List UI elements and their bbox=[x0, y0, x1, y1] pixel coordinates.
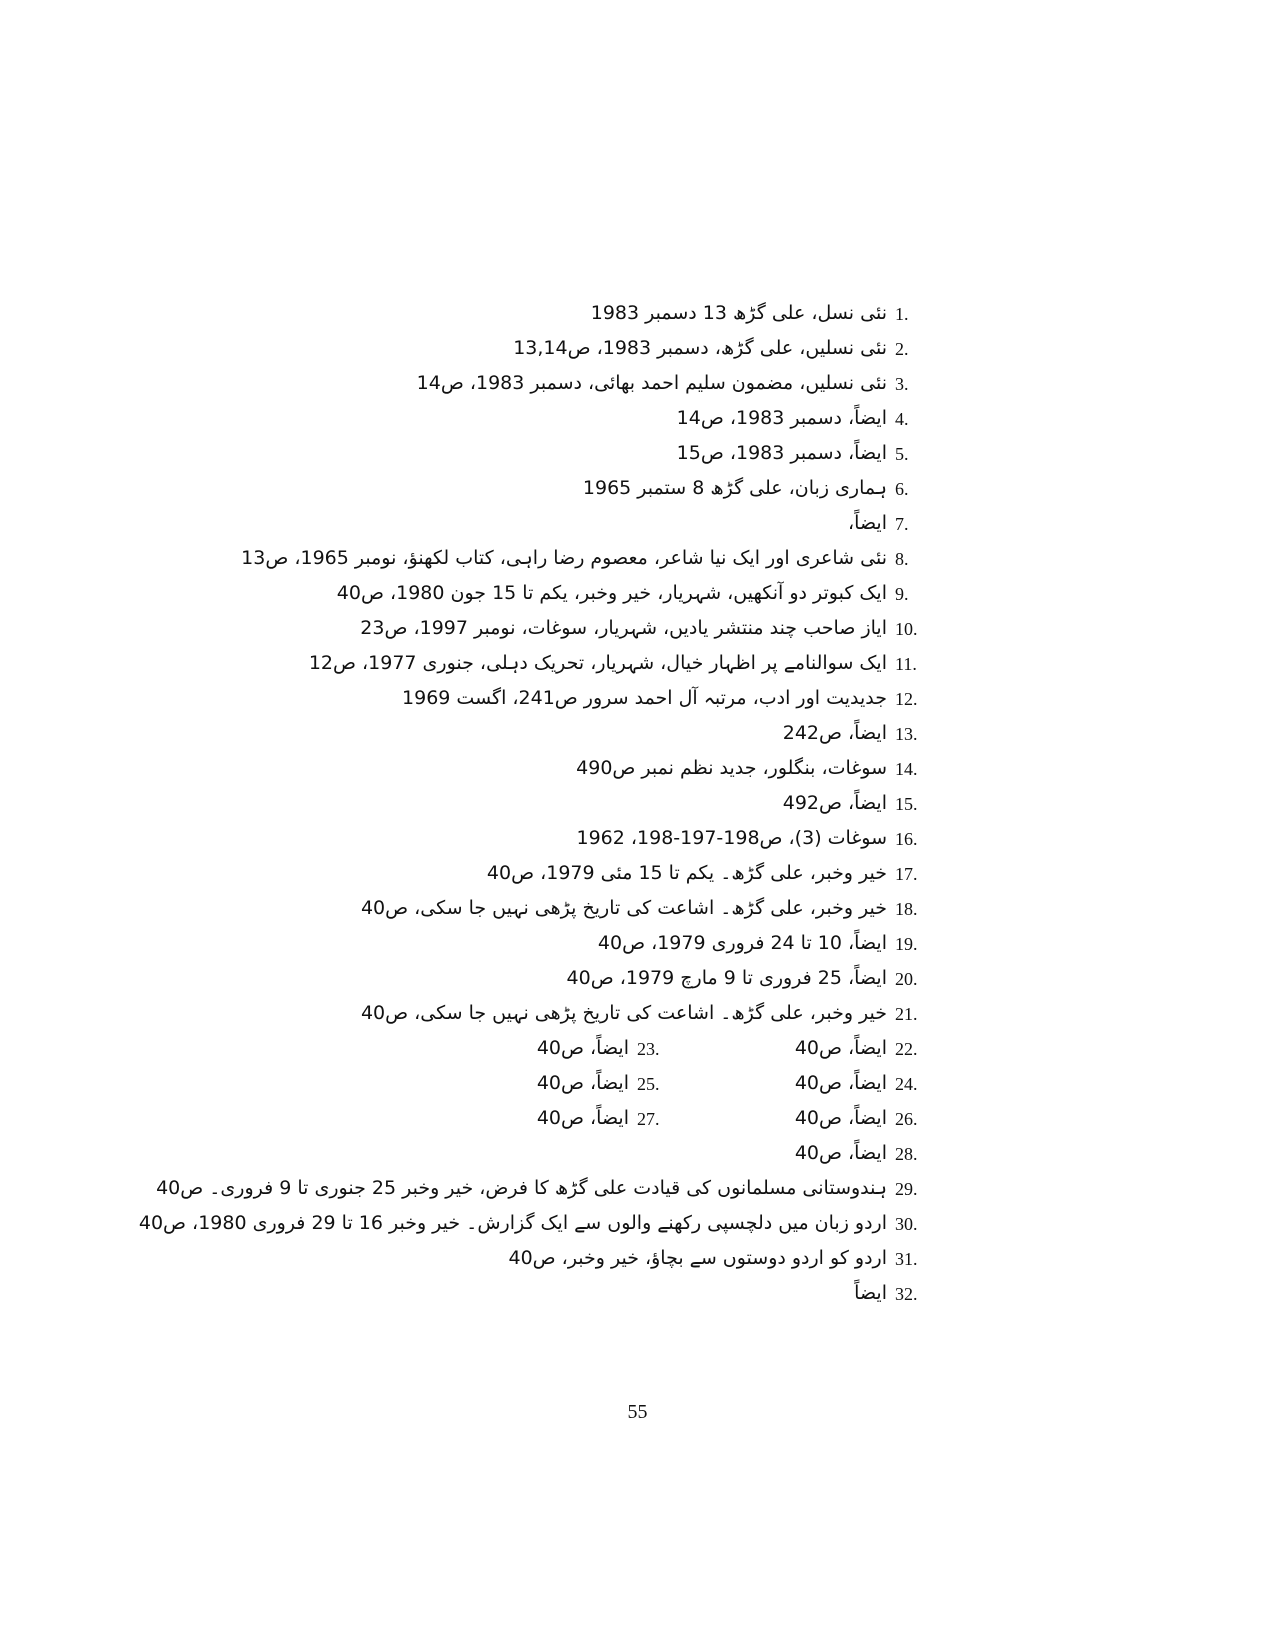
footnote-item bbox=[315, 510, 935, 545]
footnote-number: 28. bbox=[895, 1144, 918, 1164]
footnote-item bbox=[315, 755, 935, 790]
footnote-text: سوغات (3)، ص198-197-198، 1962 bbox=[576, 827, 887, 849]
footnote-item bbox=[315, 930, 935, 965]
footnote-number: 31. bbox=[895, 1249, 918, 1269]
footnote-number: 4. bbox=[895, 409, 909, 429]
footnote-text: خیر وخبر، علی گڑھ۔ اشاعت کی تاریخ پڑھی نہیں جا سکی، ص40 bbox=[360, 1002, 887, 1024]
footnote-item bbox=[315, 895, 935, 930]
footnote-item bbox=[315, 300, 935, 335]
footnote-text: ایضاً، ص40 bbox=[536, 1072, 629, 1094]
footnote-text: ایضاً، ص40 bbox=[794, 1142, 887, 1164]
footnote-item bbox=[315, 1070, 935, 1105]
footnote-number: 13. bbox=[895, 724, 918, 744]
footnote-item bbox=[241, 545, 935, 580]
footnote-item bbox=[315, 825, 935, 860]
footnote-text: ایضاً، 25 فروری تا 9 مارچ 1979، ص40 bbox=[566, 967, 887, 989]
footnote-text: سوغات، بنگلور، جدید نظم نمبر ص490 bbox=[576, 757, 887, 779]
footnote-text: ایضاً، ص242 bbox=[782, 722, 887, 744]
footnote-text: ایضاً، ص492 bbox=[782, 792, 887, 814]
footnote-number: 9. bbox=[895, 584, 909, 604]
footnote-item bbox=[315, 405, 935, 440]
footnote-number: 11. bbox=[895, 654, 917, 674]
footnote-number: 21. bbox=[895, 1004, 918, 1024]
footnote-number: 22. bbox=[895, 1039, 918, 1059]
footnote-text: ایضاً bbox=[854, 1282, 887, 1304]
footnote-number: 30. bbox=[895, 1214, 918, 1234]
footnote-item bbox=[315, 790, 935, 825]
footnote-number: 26. bbox=[895, 1109, 918, 1129]
footnote-item bbox=[315, 580, 935, 615]
footnote-number: 6. bbox=[895, 479, 909, 499]
footnote-text: جدیدیت اور ادب، مرتبہ آل احمد سرور ص241، اگست 1969 bbox=[402, 687, 887, 709]
footnote-number: 5. bbox=[895, 444, 909, 464]
footnote-item-secondary bbox=[397, 1035, 677, 1070]
footnote-text: ایضاً، bbox=[848, 512, 887, 534]
footnote-text: نئی نسل، علی گڑھ 13 دسمبر 1983 bbox=[590, 302, 887, 324]
footnote-item bbox=[315, 1245, 935, 1280]
footnote-number: 27. bbox=[637, 1109, 660, 1129]
footnote-text: ایضاً، ص40 bbox=[536, 1107, 629, 1129]
footnote-text: ایضاً، ص40 bbox=[536, 1037, 629, 1059]
footnote-text: ہندوستانی مسلمانوں کی قیادت علی گڑھ کا فرض، خیر وخبر 25 جنوری تا 9 فروری۔ ص40 bbox=[156, 1177, 887, 1199]
footnote-text: نئی شاعری اور ایک نیا شاعر، معصوم رضا راہی، کتاب لکھنؤ، نومبر 1965، ص13 bbox=[241, 547, 887, 569]
footnote-number: 18. bbox=[895, 899, 918, 919]
footnote-number: 20. bbox=[895, 969, 918, 989]
footnote-text: خیر وخبر، علی گڑھ۔ یکم تا 15 مئی 1979، ص40 bbox=[486, 862, 887, 884]
footnote-text: نئی نسلیں، علی گڑھ، دسمبر 1983، ص13,14 bbox=[513, 337, 887, 359]
footnote-item bbox=[315, 370, 935, 405]
footnote-number: 24. bbox=[895, 1074, 918, 1094]
footnote-item bbox=[308, 650, 935, 685]
footnote-number: 25. bbox=[637, 1074, 660, 1094]
footnote-item bbox=[315, 1000, 935, 1035]
footnote-item bbox=[315, 475, 935, 510]
footnote-number: 14. bbox=[895, 759, 918, 779]
footnote-text: ایضاً، دسمبر 1983، ص15 bbox=[676, 442, 887, 464]
footnote-text: نئی نسلیں، مضمون سلیم احمد بھائی، دسمبر 1983، ص14 bbox=[416, 372, 887, 394]
footnote-number: 12. bbox=[895, 689, 918, 709]
footnote-number: 2. bbox=[895, 339, 909, 359]
footnote-number: 1. bbox=[895, 304, 909, 324]
footnote-item bbox=[315, 1105, 935, 1140]
footnote-item bbox=[315, 965, 935, 1000]
footnote-text: اردو زبان میں دلچسپی رکھنے والوں سے ایک گزارش۔ خیر وخبر 16 تا 29 فروری 1980، ص40 bbox=[138, 1212, 887, 1234]
footnote-number: 19. bbox=[895, 934, 918, 954]
footnote-item bbox=[315, 860, 935, 895]
footnote-number: 3. bbox=[895, 374, 909, 394]
footnote-item bbox=[315, 685, 935, 720]
footnote-text: ایک کبوتر دو آنکھیں، شہریار، خیر وخبر، یکم تا 15 جون 1980، ص40 bbox=[336, 582, 887, 604]
footnote-item bbox=[315, 720, 935, 755]
footnote-text: اردو کو اردو دوستوں سے بچاؤ، خیر وخبر، ص40 bbox=[508, 1247, 887, 1269]
footnote-item bbox=[315, 440, 935, 475]
footnote-list bbox=[138, 300, 935, 1315]
footnote-number: 16. bbox=[895, 829, 918, 849]
footnote-item bbox=[315, 1140, 935, 1175]
page-number: 55 bbox=[627, 1401, 648, 1423]
footnote-text: ایضاً، 10 تا 24 فروری 1979، ص40 bbox=[597, 932, 887, 954]
footnote-number: 17. bbox=[895, 864, 918, 884]
footnote-number: 29. bbox=[895, 1179, 918, 1199]
footnote-number: 15. bbox=[895, 794, 918, 814]
footnote-item-secondary bbox=[397, 1105, 677, 1140]
footnote-item bbox=[315, 1280, 935, 1315]
footnote-item bbox=[315, 615, 935, 650]
footnote-text: ایاز صاحب چند منتشر یادیں، شہریار، سوغات، نومبر 1997، ص23 bbox=[360, 617, 887, 639]
footnote-text: ہماری زبان، علی گڑھ 8 ستمبر 1965 bbox=[582, 477, 887, 499]
footnote-item bbox=[138, 1210, 935, 1245]
footnote-number: 32. bbox=[895, 1284, 918, 1304]
footnote-item bbox=[156, 1175, 935, 1210]
footnote-number: 7. bbox=[895, 514, 909, 534]
footnote-text: ایک سوالنامے پر اظہار خیال، شہریار، تحریک دہلی، جنوری 1977، ص12 bbox=[308, 652, 887, 674]
footnote-text: ایضاً، ص40 bbox=[794, 1107, 887, 1129]
footnote-item bbox=[315, 335, 935, 370]
footnote-text: ایضاً، ص40 bbox=[794, 1037, 887, 1059]
footnote-text: ایضاً، دسمبر 1983، ص14 bbox=[676, 407, 887, 429]
footnote-number: 8. bbox=[895, 549, 909, 569]
footnote-item-secondary bbox=[397, 1070, 677, 1105]
footnote-item bbox=[315, 1035, 935, 1070]
footnote-text: خیر وخبر، علی گڑھ۔ اشاعت کی تاریخ پڑھی نہیں جا سکی، ص40 bbox=[360, 897, 887, 919]
footnote-number: 10. bbox=[895, 619, 918, 639]
footnote-number: 23. bbox=[637, 1039, 660, 1059]
footnote-text: ایضاً، ص40 bbox=[794, 1072, 887, 1094]
